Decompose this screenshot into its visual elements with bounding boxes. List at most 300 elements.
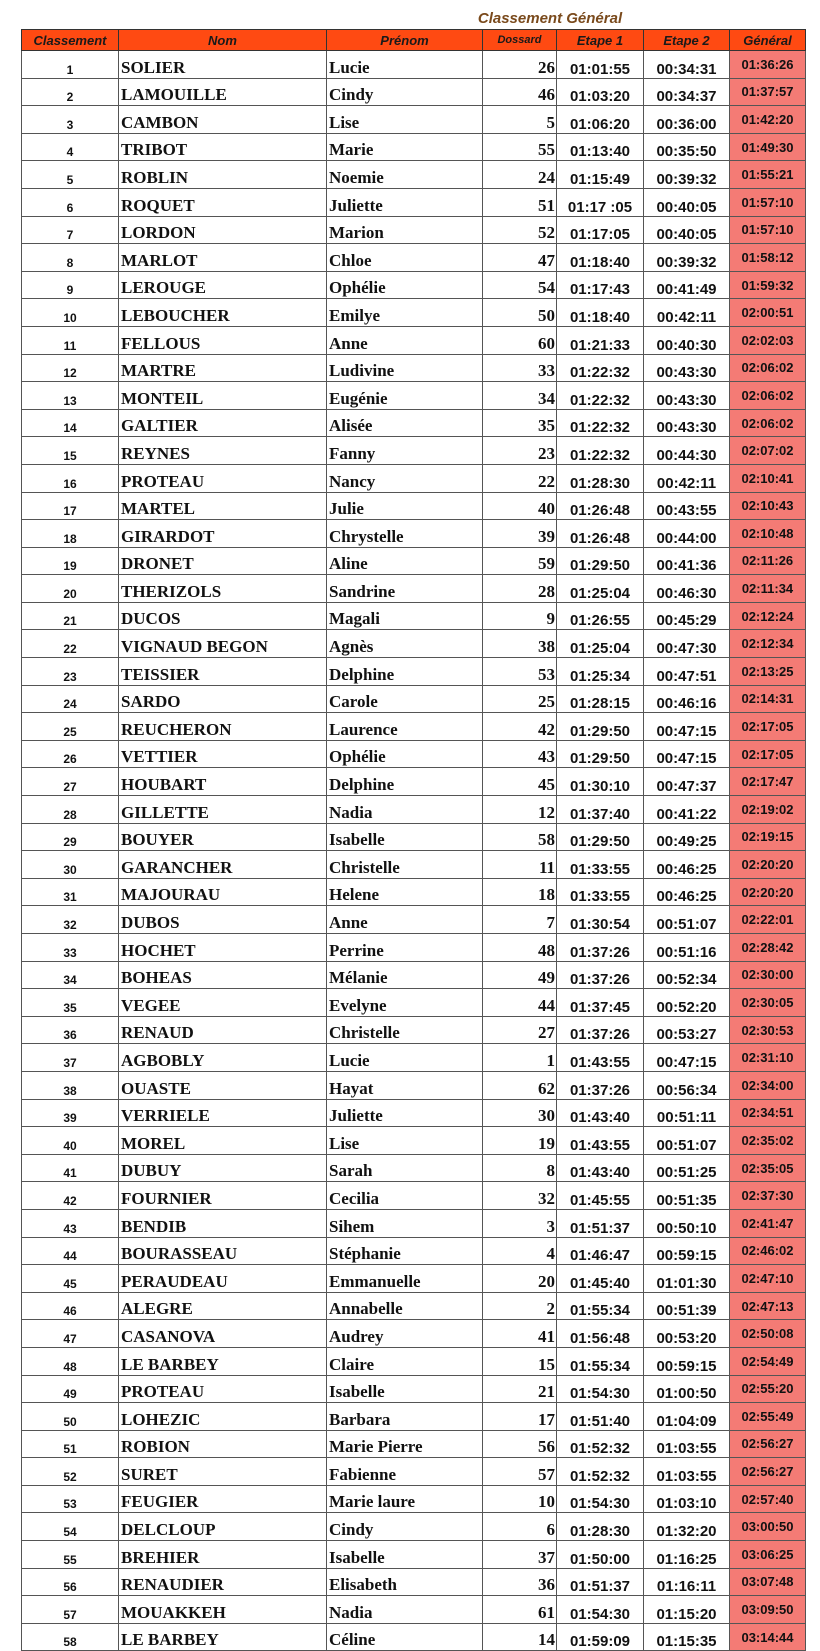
rank-cell: 54 — [22, 1513, 119, 1541]
general-cell: 02:35:05 — [730, 1154, 806, 1182]
dossard-cell: 45 — [483, 768, 557, 796]
prenom-cell: Aline — [327, 547, 483, 575]
prenom-cell: Marie — [327, 133, 483, 161]
column-header-nom: Nom — [119, 30, 327, 51]
etape2-cell: 00:59:15 — [644, 1347, 730, 1375]
etape2-cell: 00:47:30 — [644, 630, 730, 658]
etape2-cell: 00:47:51 — [644, 658, 730, 686]
etape1-cell: 01:43:55 — [557, 1044, 644, 1072]
general-cell: 02:19:02 — [730, 796, 806, 824]
rank-cell: 23 — [22, 658, 119, 686]
table-row — [22, 575, 806, 603]
dossard-cell: 18 — [483, 878, 557, 906]
rank-cell: 42 — [22, 1182, 119, 1210]
dossard-cell: 35 — [483, 409, 557, 437]
etape1-cell: 01:43:55 — [557, 1127, 644, 1155]
etape1-cell: 01:26:55 — [557, 602, 644, 630]
etape1-cell: 01:52:32 — [557, 1458, 644, 1486]
etape2-cell: 00:46:25 — [644, 878, 730, 906]
prenom-cell: Christelle — [327, 851, 483, 879]
rank-cell: 43 — [22, 1209, 119, 1237]
rank-cell: 20 — [22, 575, 119, 603]
dossard-cell: 9 — [483, 602, 557, 630]
table-row — [22, 713, 806, 741]
prenom-cell: Evelyne — [327, 989, 483, 1017]
general-cell: 03:00:50 — [730, 1513, 806, 1541]
prenom-cell: Nadia — [327, 1596, 483, 1624]
prenom-cell: Chrystelle — [327, 520, 483, 548]
table-row — [22, 740, 806, 768]
nom-cell: RENAUDIER — [119, 1568, 327, 1596]
table-row — [22, 326, 806, 354]
etape2-cell: 00:47:37 — [644, 768, 730, 796]
etape2-cell: 00:41:36 — [644, 547, 730, 575]
prenom-cell: Sarah — [327, 1154, 483, 1182]
etape2-cell: 01:16:25 — [644, 1541, 730, 1569]
dossard-cell: 28 — [483, 575, 557, 603]
etape1-cell: 01:17:43 — [557, 271, 644, 299]
etape2-cell: 00:43:30 — [644, 354, 730, 382]
rank-cell: 44 — [22, 1237, 119, 1265]
dossard-cell: 25 — [483, 685, 557, 713]
nom-cell: DRONET — [119, 547, 327, 575]
table-row — [22, 244, 806, 272]
dossard-cell: 22 — [483, 464, 557, 492]
dossard-cell: 39 — [483, 520, 557, 548]
nom-cell: DUCOS — [119, 602, 327, 630]
nom-cell: LOHEZIC — [119, 1403, 327, 1431]
general-cell: 02:55:20 — [730, 1375, 806, 1403]
etape2-cell: 00:51:39 — [644, 1292, 730, 1320]
general-cell: 02:10:43 — [730, 492, 806, 520]
nom-cell: GALTIER — [119, 409, 327, 437]
general-cell: 02:11:34 — [730, 575, 806, 603]
dossard-cell: 34 — [483, 382, 557, 410]
table-row — [22, 1403, 806, 1431]
dossard-cell: 12 — [483, 796, 557, 824]
dossard-cell: 2 — [483, 1292, 557, 1320]
general-cell: 02:56:27 — [730, 1430, 806, 1458]
table-row — [22, 1154, 806, 1182]
general-cell: 02:06:02 — [730, 409, 806, 437]
table-row — [22, 1099, 806, 1127]
table-row — [22, 630, 806, 658]
general-cell: 02:19:15 — [730, 823, 806, 851]
table-row — [22, 1623, 806, 1651]
etape2-cell: 00:49:25 — [644, 823, 730, 851]
etape1-cell: 01:54:30 — [557, 1375, 644, 1403]
dossard-cell: 24 — [483, 161, 557, 189]
etape2-cell: 01:04:09 — [644, 1403, 730, 1431]
etape2-cell: 00:42:11 — [644, 299, 730, 327]
etape1-cell: 01:25:34 — [557, 658, 644, 686]
table-row — [22, 1265, 806, 1293]
dossard-cell: 10 — [483, 1485, 557, 1513]
etape1-cell: 01:26:48 — [557, 492, 644, 520]
dossard-cell: 43 — [483, 740, 557, 768]
table-row — [22, 1430, 806, 1458]
etape2-cell: 00:46:16 — [644, 685, 730, 713]
general-cell: 02:55:49 — [730, 1403, 806, 1431]
table-row — [22, 685, 806, 713]
prenom-cell: Isabelle — [327, 1541, 483, 1569]
etape1-cell: 01:18:40 — [557, 299, 644, 327]
etape1-cell: 01:37:26 — [557, 1071, 644, 1099]
dossard-cell: 51 — [483, 188, 557, 216]
dossard-cell: 42 — [483, 713, 557, 741]
table-row — [22, 271, 806, 299]
rank-cell: 3 — [22, 106, 119, 134]
general-cell: 02:02:03 — [730, 326, 806, 354]
table-row — [22, 1044, 806, 1072]
general-cell: 02:41:47 — [730, 1209, 806, 1237]
rank-cell: 55 — [22, 1541, 119, 1569]
nom-cell: CASANOVA — [119, 1320, 327, 1348]
etape1-cell: 01:15:49 — [557, 161, 644, 189]
table-row — [22, 1182, 806, 1210]
rank-cell: 16 — [22, 464, 119, 492]
dossard-cell: 60 — [483, 326, 557, 354]
rank-cell: 34 — [22, 961, 119, 989]
prenom-cell: Juliette — [327, 188, 483, 216]
etape1-cell: 01:21:33 — [557, 326, 644, 354]
etape1-cell: 01:28:30 — [557, 1513, 644, 1541]
prenom-cell: Hayat — [327, 1071, 483, 1099]
etape1-cell: 01:37:40 — [557, 796, 644, 824]
nom-cell: GARANCHER — [119, 851, 327, 879]
general-cell: 02:34:51 — [730, 1099, 806, 1127]
rank-cell: 6 — [22, 188, 119, 216]
etape2-cell: 00:51:16 — [644, 934, 730, 962]
prenom-cell: Annabelle — [327, 1292, 483, 1320]
dossard-cell: 19 — [483, 1127, 557, 1155]
general-cell: 02:34:00 — [730, 1071, 806, 1099]
etape1-cell: 01:43:40 — [557, 1154, 644, 1182]
nom-cell: HOCHET — [119, 934, 327, 962]
table-row — [22, 989, 806, 1017]
etape2-cell: 00:50:10 — [644, 1209, 730, 1237]
results-table — [21, 29, 806, 1651]
nom-cell: GILLETTE — [119, 796, 327, 824]
general-cell: 01:59:32 — [730, 271, 806, 299]
nom-cell: FELLOUS — [119, 326, 327, 354]
table-row — [22, 602, 806, 630]
prenom-cell: Claire — [327, 1347, 483, 1375]
etape2-cell: 00:35:50 — [644, 133, 730, 161]
prenom-cell: Laurence — [327, 713, 483, 741]
etape1-cell: 01:29:50 — [557, 713, 644, 741]
nom-cell: MARTEL — [119, 492, 327, 520]
rank-cell: 24 — [22, 685, 119, 713]
nom-cell: LORDON — [119, 216, 327, 244]
etape1-cell: 01:55:34 — [557, 1292, 644, 1320]
prenom-cell: Fabienne — [327, 1458, 483, 1486]
table-row — [22, 658, 806, 686]
etape2-cell: 00:43:30 — [644, 382, 730, 410]
etape1-cell: 01:25:04 — [557, 630, 644, 658]
nom-cell: ROBION — [119, 1430, 327, 1458]
rank-cell: 53 — [22, 1485, 119, 1513]
etape2-cell: 00:40:05 — [644, 188, 730, 216]
prenom-cell: Anne — [327, 906, 483, 934]
dossard-cell: 53 — [483, 658, 557, 686]
dossard-cell: 49 — [483, 961, 557, 989]
table-row — [22, 216, 806, 244]
general-cell: 02:13:25 — [730, 658, 806, 686]
etape1-cell: 01:17:05 — [557, 216, 644, 244]
rank-cell: 21 — [22, 602, 119, 630]
rank-cell: 38 — [22, 1071, 119, 1099]
table-row — [22, 520, 806, 548]
prenom-cell: Delphine — [327, 768, 483, 796]
table-title: Classement Général — [477, 10, 623, 27]
etape1-cell: 01:52:32 — [557, 1430, 644, 1458]
nom-cell: PROTEAU — [119, 1375, 327, 1403]
rank-cell: 52 — [22, 1458, 119, 1486]
etape2-cell: 00:40:30 — [644, 326, 730, 354]
nom-cell: LE BARBEY — [119, 1623, 327, 1651]
rank-cell: 49 — [22, 1375, 119, 1403]
etape2-cell: 00:34:37 — [644, 78, 730, 106]
prenom-cell: Anne — [327, 326, 483, 354]
etape1-cell: 01:43:40 — [557, 1099, 644, 1127]
nom-cell: REYNES — [119, 437, 327, 465]
general-cell: 03:09:50 — [730, 1596, 806, 1624]
rank-cell: 14 — [22, 409, 119, 437]
rank-cell: 33 — [22, 934, 119, 962]
table-row — [22, 382, 806, 410]
general-cell: 03:14:44 — [730, 1623, 806, 1651]
etape2-cell: 00:51:07 — [644, 1127, 730, 1155]
dossard-cell: 40 — [483, 492, 557, 520]
rank-cell: 29 — [22, 823, 119, 851]
rank-cell: 19 — [22, 547, 119, 575]
etape1-cell: 01:03:20 — [557, 78, 644, 106]
prenom-cell: Cecilia — [327, 1182, 483, 1210]
etape2-cell: 00:51:35 — [644, 1182, 730, 1210]
table-row — [22, 1237, 806, 1265]
rank-cell: 8 — [22, 244, 119, 272]
dossard-cell: 57 — [483, 1458, 557, 1486]
prenom-cell: Helene — [327, 878, 483, 906]
rank-cell: 58 — [22, 1623, 119, 1651]
dossard-cell: 7 — [483, 906, 557, 934]
dossard-cell: 55 — [483, 133, 557, 161]
etape2-cell: 00:52:34 — [644, 961, 730, 989]
table-row — [22, 1320, 806, 1348]
general-cell: 02:56:27 — [730, 1458, 806, 1486]
rank-cell: 15 — [22, 437, 119, 465]
table-row — [22, 1485, 806, 1513]
general-cell: 02:07:02 — [730, 437, 806, 465]
nom-cell: HOUBART — [119, 768, 327, 796]
dossard-cell: 54 — [483, 271, 557, 299]
etape2-cell: 00:43:30 — [644, 409, 730, 437]
table-row — [22, 1016, 806, 1044]
rank-cell: 28 — [22, 796, 119, 824]
rank-cell: 56 — [22, 1568, 119, 1596]
table-row — [22, 492, 806, 520]
table-row — [22, 1568, 806, 1596]
etape2-cell: 01:16:11 — [644, 1568, 730, 1596]
general-cell: 02:47:13 — [730, 1292, 806, 1320]
general-cell: 02:30:05 — [730, 989, 806, 1017]
rank-cell: 22 — [22, 630, 119, 658]
column-header-general: Général — [730, 30, 806, 51]
etape1-cell: 01:18:40 — [557, 244, 644, 272]
nom-cell: MAJOURAU — [119, 878, 327, 906]
etape2-cell: 00:39:32 — [644, 244, 730, 272]
prenom-cell: Chloe — [327, 244, 483, 272]
etape1-cell: 01:45:40 — [557, 1265, 644, 1293]
rank-cell: 27 — [22, 768, 119, 796]
general-cell: 02:17:05 — [730, 713, 806, 741]
etape1-cell: 01:25:04 — [557, 575, 644, 603]
rank-cell: 13 — [22, 382, 119, 410]
general-cell: 02:06:02 — [730, 382, 806, 410]
dossard-cell: 37 — [483, 1541, 557, 1569]
rank-cell: 50 — [22, 1403, 119, 1431]
etape2-cell: 00:51:11 — [644, 1099, 730, 1127]
etape1-cell: 01:46:47 — [557, 1237, 644, 1265]
etape2-cell: 00:45:29 — [644, 602, 730, 630]
dossard-cell: 46 — [483, 78, 557, 106]
general-cell: 02:37:30 — [730, 1182, 806, 1210]
prenom-cell: Julie — [327, 492, 483, 520]
general-cell: 02:20:20 — [730, 851, 806, 879]
results-body — [22, 51, 806, 1651]
nom-cell: SOLIER — [119, 51, 327, 79]
nom-cell: GIRARDOT — [119, 520, 327, 548]
etape1-cell: 01:37:26 — [557, 934, 644, 962]
rank-cell: 4 — [22, 133, 119, 161]
prenom-cell: Agnès — [327, 630, 483, 658]
nom-cell: SARDO — [119, 685, 327, 713]
rank-cell: 2 — [22, 78, 119, 106]
table-row — [22, 464, 806, 492]
etape2-cell: 01:03:10 — [644, 1485, 730, 1513]
rank-cell: 9 — [22, 271, 119, 299]
table-row — [22, 851, 806, 879]
dossard-cell: 5 — [483, 106, 557, 134]
prenom-cell: Nadia — [327, 796, 483, 824]
etape2-cell: 00:47:15 — [644, 713, 730, 741]
table-row — [22, 768, 806, 796]
prenom-cell: Lucie — [327, 1044, 483, 1072]
header-row — [22, 30, 806, 51]
etape1-cell: 01:33:55 — [557, 851, 644, 879]
prenom-cell: Noemie — [327, 161, 483, 189]
rank-cell: 30 — [22, 851, 119, 879]
etape2-cell: 00:42:11 — [644, 464, 730, 492]
nom-cell: FOURNIER — [119, 1182, 327, 1210]
nom-cell: TEISSIER — [119, 658, 327, 686]
prenom-cell: Ophélie — [327, 271, 483, 299]
etape2-cell: 01:15:35 — [644, 1623, 730, 1651]
etape2-cell: 00:46:30 — [644, 575, 730, 603]
dossard-cell: 47 — [483, 244, 557, 272]
general-cell: 02:47:10 — [730, 1265, 806, 1293]
etape1-cell: 01:54:30 — [557, 1596, 644, 1624]
general-cell: 02:10:48 — [730, 520, 806, 548]
rank-cell: 18 — [22, 520, 119, 548]
table-row — [22, 299, 806, 327]
nom-cell: DUBUY — [119, 1154, 327, 1182]
nom-cell: BOHEAS — [119, 961, 327, 989]
etape1-cell: 01:50:00 — [557, 1541, 644, 1569]
general-cell: 02:06:02 — [730, 354, 806, 382]
dossard-cell: 61 — [483, 1596, 557, 1624]
prenom-cell: Fanny — [327, 437, 483, 465]
table-row — [22, 961, 806, 989]
table-row — [22, 1071, 806, 1099]
general-cell: 01:37:57 — [730, 78, 806, 106]
table-row — [22, 1513, 806, 1541]
etape1-cell: 01:37:26 — [557, 961, 644, 989]
etape2-cell: 00:39:32 — [644, 161, 730, 189]
prenom-cell: Lucie — [327, 51, 483, 79]
general-cell: 02:14:31 — [730, 685, 806, 713]
etape2-cell: 00:53:27 — [644, 1016, 730, 1044]
general-cell: 02:12:34 — [730, 630, 806, 658]
general-cell: 02:20:20 — [730, 878, 806, 906]
nom-cell: ALEGRE — [119, 1292, 327, 1320]
nom-cell: DUBOS — [119, 906, 327, 934]
prenom-cell: Nancy — [327, 464, 483, 492]
table-row — [22, 547, 806, 575]
table-row — [22, 1347, 806, 1375]
general-cell: 02:00:51 — [730, 299, 806, 327]
prenom-cell: Elisabeth — [327, 1568, 483, 1596]
table-row — [22, 354, 806, 382]
etape2-cell: 01:32:20 — [644, 1513, 730, 1541]
table-row — [22, 161, 806, 189]
etape2-cell: 00:36:00 — [644, 106, 730, 134]
nom-cell: SURET — [119, 1458, 327, 1486]
dossard-cell: 6 — [483, 1513, 557, 1541]
rank-cell: 39 — [22, 1099, 119, 1127]
prenom-cell: Magali — [327, 602, 483, 630]
table-row — [22, 878, 806, 906]
nom-cell: MOUAKKEH — [119, 1596, 327, 1624]
rank-cell: 37 — [22, 1044, 119, 1072]
prenom-cell: Cindy — [327, 78, 483, 106]
etape1-cell: 01:33:55 — [557, 878, 644, 906]
prenom-cell: Isabelle — [327, 823, 483, 851]
dossard-cell: 21 — [483, 1375, 557, 1403]
prenom-cell: Barbara — [327, 1403, 483, 1431]
etape1-cell: 01:37:45 — [557, 989, 644, 1017]
etape2-cell: 01:01:30 — [644, 1265, 730, 1293]
nom-cell: OUASTE — [119, 1071, 327, 1099]
general-cell: 01:57:10 — [730, 216, 806, 244]
general-cell: 02:57:40 — [730, 1485, 806, 1513]
dossard-cell: 36 — [483, 1568, 557, 1596]
nom-cell: LEBOUCHER — [119, 299, 327, 327]
etape1-cell: 01:22:32 — [557, 382, 644, 410]
rank-cell: 1 — [22, 51, 119, 79]
nom-cell: VIGNAUD BEGON — [119, 630, 327, 658]
general-cell: 01:57:10 — [730, 188, 806, 216]
table-row — [22, 823, 806, 851]
etape2-cell: 00:46:25 — [644, 851, 730, 879]
rank-cell: 31 — [22, 878, 119, 906]
prenom-cell: Lise — [327, 106, 483, 134]
etape1-cell: 01:26:48 — [557, 520, 644, 548]
nom-cell: THERIZOLS — [119, 575, 327, 603]
rank-cell: 32 — [22, 906, 119, 934]
rank-cell: 40 — [22, 1127, 119, 1155]
